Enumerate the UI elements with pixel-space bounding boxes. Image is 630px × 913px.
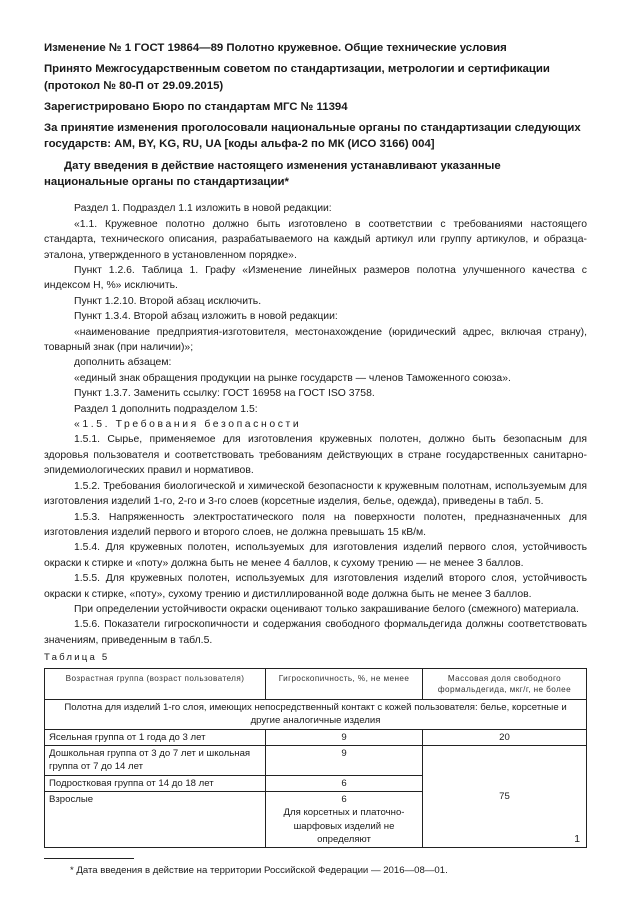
cell-hygroscopicity: 6 [266, 775, 423, 791]
body-paragraph: Раздел 1. Подраздел 1.1 изложить в новой редакции: [74, 203, 332, 215]
body-paragraph: «наименование предприятия-изготовителя, местонахождение (юридический адрес, включая страну), товарный знак (при наличии)»; [44, 326, 587, 354]
body-paragraph: Раздел 1 дополнить подразделом 1.5: [74, 403, 258, 415]
body-paragraph: При определении устойчивости окраски оценивают только закрашивание белого (смежного) материала. [74, 603, 579, 615]
voting-statement: За принятие изменения проголосовали национальные органы по стандартизации следующих государств: AM, BY, KG, RU, UA [коды альфа-2 по МК (ИСО 3166) 004] [44, 122, 581, 151]
body-paragraph: 1.5.6. Показатели гигроскопичности и содержания свободного формальдегида должны соответствовать значениям, приведенным в табл.5. [44, 619, 587, 646]
body-paragraph: дополнить абзацем: [74, 357, 172, 369]
cell-hygroscopicity [266, 791, 423, 847]
table-row [45, 746, 587, 776]
cell-formaldehyde: 20 [423, 729, 587, 745]
header-age-group: Возрастная группа (возраст пользователя) [45, 669, 266, 700]
body-paragraph: Пункт 1.2.6. Таблица 1. Графу «Изменение линейных размеров полотна улучшенного качества с индексом Н, %» исключить. [44, 265, 587, 292]
body-paragraph: «1.5. Требования безопасности [74, 419, 302, 431]
body-paragraph: Пункт 1.2.10. Второй абзац исключить. [74, 295, 262, 307]
table-5 [44, 668, 587, 848]
body-paragraph: 1.5.5. Для кружевных полотен, используемых для изготовления изделий второго слоя, устойчивость окраски к стирке, «поту», сухому трению и дистиллированной воде должна быть не менее 3 баллов. [44, 573, 587, 600]
body-paragraph: 1.5.1. Сырье, применяемое для изготовления кружевных полотен, должно быть безопасным для здоровья пользователя и соответствовать требованиям действующих в стране государственных санитарно-эпидемиологических правил и нормативов. [44, 434, 587, 477]
body-paragraph: Пункт 1.3.4. Второй абзац изложить в новой редакции: [74, 311, 338, 323]
cell-group: Взрослые [45, 791, 266, 847]
header-hygroscopicity: Гигроскопичность, %, не менее [266, 669, 423, 700]
body-paragraph: 1.5.2. Требования биологической и химической безопасности к кружевным полотнам, используемым для изготовления изделий 1-го, 2-го и 3-го слоев (корсетные изделия, белье, одежда), приведены в табл. 5. [44, 480, 587, 508]
body-paragraph: 1.5.3. Напряженность электростатического поля на поверхности полотен, предназначенных для изготовления изделий первого и второго слоев, не должна превышать 15 кВ/м. [44, 511, 587, 538]
page-number: 1 [574, 834, 580, 845]
hygro-value: 6 [341, 793, 347, 805]
section-row-text: Полотна для изделий 1-го слоя, имеющих непосредственный контакт с кожей пользователя: белье, корсетные и другие аналогичные изделия [45, 700, 587, 730]
table-header-row [45, 669, 587, 700]
cell-group: Дошкольная группа от 3 до 7 лет и школьная группа от 7 до 14 лет [45, 746, 266, 776]
body-paragraph: 1.5.4. Для кружевных полотен, используемых для изготовления изделий первого слоя, устойчивость окраски к стирке и «поту» должна быть не менее 4 баллов, к сухому трению — не менее 3 баллов. [44, 542, 587, 569]
body-paragraph: «единый знак обращения продукции на рынке государств — членов Таможенного союза». [74, 372, 511, 384]
cell-hygroscopicity: 9 [266, 729, 423, 745]
table-caption: Таблица 5 [44, 652, 110, 664]
table-section-row [45, 700, 587, 730]
cell-group: Ясельная группа от 1 года до 3 лет [45, 729, 266, 745]
effective-date-statement: Дату введения в действие настоящего изменения устанавливают указанные национальные органы по стандартизации* [44, 159, 501, 189]
cell-hygroscopicity: 9 [266, 746, 423, 776]
cell-group: Подростковая группа от 14 до 18 лет [45, 775, 266, 791]
header-formaldehyde: Массовая доля свободного формальдегида, мкг/г, не более [423, 669, 587, 700]
table-row [45, 729, 587, 745]
hygro-note: Для корсетных и платочно-шарфовых изделий не определяют [283, 807, 405, 845]
body-paragraph: Пункт 1.3.7. Заменить ссылку: ГОСТ 16958 на ГОСТ ISO 3758. [74, 388, 375, 400]
registration-statement: Зарегистрировано Бюро по стандартам МГС № 11394 [44, 100, 348, 113]
amendment-body [44, 201, 587, 648]
body-paragraph: «1.1. Кружевное полотно должно быть изготовлено в соответствии с требованиями настоящего стандарта, технического описания, разрабатываемого на каждый артикул или группу артикулов, и образца-эталона, утвержденного в установленном порядке». [44, 218, 587, 261]
cell-formaldehyde: 75 [423, 746, 587, 848]
footnote: * Дата введения в действие на территории Российской Федерации — 2016—08—01. [70, 865, 448, 877]
accepted-statement: Принято Межгосударственным советом по стандартизации, метрологии и сертификации (протокол № 80-П от 29.09.2015) [44, 63, 550, 92]
footnote-divider [44, 858, 134, 859]
amendment-title: Изменение № 1 ГОСТ 19864—89 Полотно кружевное. Общие технические условия [44, 42, 507, 54]
document-page [44, 40, 587, 876]
